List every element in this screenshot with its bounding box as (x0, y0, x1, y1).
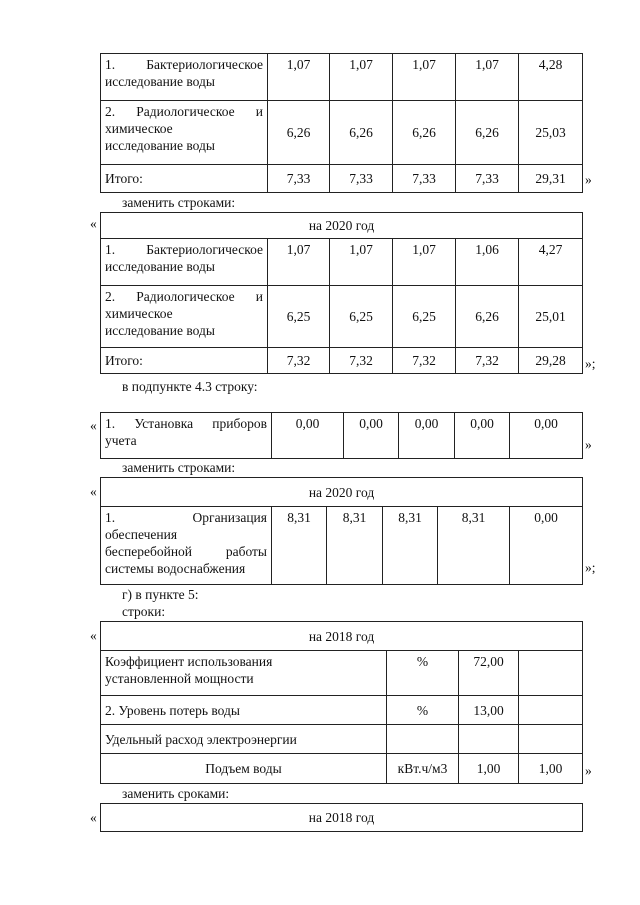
table-row (101, 165, 583, 193)
row-name-cell (101, 101, 268, 165)
value-cell: 7,33 (393, 165, 456, 193)
water-supply-table-2020 (100, 477, 583, 585)
table-row (101, 286, 583, 348)
unit-cell: % (387, 651, 459, 696)
row-name-line: системы водоснабжения (105, 561, 246, 576)
value-cell: 72,00 (459, 651, 519, 696)
row-name-cell (101, 413, 272, 459)
value-cell: 7,32 (456, 348, 519, 374)
performance-indicators-table-2018 (100, 621, 583, 784)
value-cell (519, 696, 583, 725)
value-cell: 25,03 (519, 101, 583, 165)
value-cell: 7,32 (330, 348, 393, 374)
value-cell: 4,28 (519, 54, 583, 101)
table-row (101, 54, 583, 101)
value-cell: 0,00 (344, 413, 399, 459)
value-cell: 6,25 (330, 286, 393, 348)
value-cell: 1,07 (330, 54, 393, 101)
value-cell: 7,33 (268, 165, 330, 193)
table-row (101, 101, 583, 165)
table-header-row (101, 622, 583, 651)
table-header-row (101, 478, 583, 507)
value-cell: 6,26 (330, 101, 393, 165)
open-quote: « (90, 418, 97, 433)
value-cell: 6,26 (456, 286, 519, 348)
value-cell: 25,01 (519, 286, 583, 348)
row-name-line: исследование воды (105, 323, 215, 338)
row-name-line: 1. Установка приборов (105, 416, 267, 431)
performance-indicators-table-2018-new (100, 803, 583, 832)
row-name-cell (101, 286, 268, 348)
value-cell (519, 651, 583, 696)
value-cell: 0,00 (399, 413, 455, 459)
year-header: на 2020 год (101, 213, 583, 239)
value-cell: 1,07 (330, 239, 393, 286)
table-row (101, 754, 583, 784)
open-quote: « (90, 216, 97, 231)
row-name-cell (101, 651, 387, 696)
row-name-cell (101, 239, 268, 286)
value-cell: 1,07 (393, 239, 456, 286)
value-cell: 29,28 (519, 348, 583, 374)
value-cell: 13,00 (459, 696, 519, 725)
table-row (101, 696, 583, 725)
unit-cell (387, 725, 459, 754)
value-cell: 0,00 (455, 413, 510, 459)
row-name-line: 2. Радиологическое и (105, 104, 263, 119)
value-cell: 8,31 (327, 507, 383, 585)
table-row (101, 651, 583, 696)
value-cell: 0,00 (272, 413, 344, 459)
row-name-line: химическое (105, 306, 173, 321)
value-cell: 1,07 (268, 54, 330, 101)
value-cell: 6,26 (268, 101, 330, 165)
table-header-row (101, 804, 583, 832)
table-row (101, 507, 583, 585)
value-cell: 8,31 (272, 507, 327, 585)
value-cell: 1,06 (456, 239, 519, 286)
replace-instruction: заменить строками: (122, 460, 236, 475)
row-name-line: бесперебойной работы (105, 544, 267, 559)
lines-label: строки: (122, 604, 166, 619)
value-cell: 0,00 (510, 413, 583, 459)
value-cell: 1,07 (268, 239, 330, 286)
row-name-line: учета (105, 433, 137, 448)
value-cell: 6,25 (393, 286, 456, 348)
close-quote: » (585, 172, 592, 187)
value-cell: 1,07 (456, 54, 519, 101)
open-quote: « (90, 628, 97, 643)
value-cell: 7,32 (393, 348, 456, 374)
open-quote: « (90, 484, 97, 499)
value-cell: 0,00 (510, 507, 583, 585)
table-row (101, 725, 583, 754)
water-quality-table-original (100, 53, 583, 193)
value-cell: 1,07 (393, 54, 456, 101)
row-name-line: 1. Организация (105, 510, 267, 525)
value-cell (459, 725, 519, 754)
row-name-cell: 2. Уровень потерь воды (101, 696, 387, 725)
row-name-line: исследование воды (105, 259, 215, 274)
value-cell (519, 725, 583, 754)
point-label: г) в пункте 5: (122, 587, 199, 602)
value-cell: 1,00 (459, 754, 519, 784)
total-label-cell: Итого: (101, 165, 268, 193)
unit-cell: % (387, 696, 459, 725)
row-name-cell: Подъем воды (101, 754, 387, 784)
row-name-line: 2. Радиологическое и (105, 289, 263, 304)
total-label-cell: Итого: (101, 348, 268, 374)
value-cell: 1,00 (519, 754, 583, 784)
close-quote: »; (585, 560, 596, 575)
row-name-line: химическое (105, 121, 173, 136)
year-header: на 2018 год (101, 622, 583, 651)
year-header: на 2020 год (101, 478, 583, 507)
value-cell: 29,31 (519, 165, 583, 193)
year-header: на 2018 год (101, 804, 583, 832)
replace-instruction: заменить сроками: (122, 786, 230, 801)
row-name-cell: Удельный расход электроэнергии (101, 725, 387, 754)
row-name-line: обеспечения (105, 527, 178, 542)
row-name-line: исследование воды (105, 74, 215, 89)
row-name-line: исследование воды (105, 138, 215, 153)
close-quote: » (585, 437, 592, 452)
meter-install-table-original (100, 412, 583, 459)
row-name-line: установленной мощности (105, 671, 254, 686)
open-quote: « (90, 810, 97, 825)
table-header-row (101, 213, 583, 239)
row-name-line: Коэффициент использования (105, 654, 273, 669)
value-cell: 7,33 (330, 165, 393, 193)
value-cell: 4,27 (519, 239, 583, 286)
replace-instruction: заменить строками: (122, 195, 236, 210)
table-row (101, 413, 583, 459)
row-name-line: 1. Бактериологическое (105, 242, 263, 257)
value-cell: 8,31 (383, 507, 438, 585)
value-cell: 6,25 (268, 286, 330, 348)
value-cell: 7,33 (456, 165, 519, 193)
value-cell: 6,26 (393, 101, 456, 165)
table-row (101, 348, 583, 374)
value-cell: 6,26 (456, 101, 519, 165)
row-name-cell (101, 54, 268, 101)
close-quote: »; (585, 356, 596, 371)
row-name-line: 1. Бактериологическое (105, 57, 263, 72)
value-cell: 8,31 (438, 507, 510, 585)
table-row (101, 239, 583, 286)
row-name-cell (101, 507, 272, 585)
value-cell: 7,32 (268, 348, 330, 374)
water-quality-table-2020 (100, 212, 583, 374)
unit-cell: кВт.ч/м3 (387, 754, 459, 784)
close-quote: » (585, 763, 592, 778)
subpoint-instruction: в подпункте 4.3 строку: (122, 379, 258, 394)
